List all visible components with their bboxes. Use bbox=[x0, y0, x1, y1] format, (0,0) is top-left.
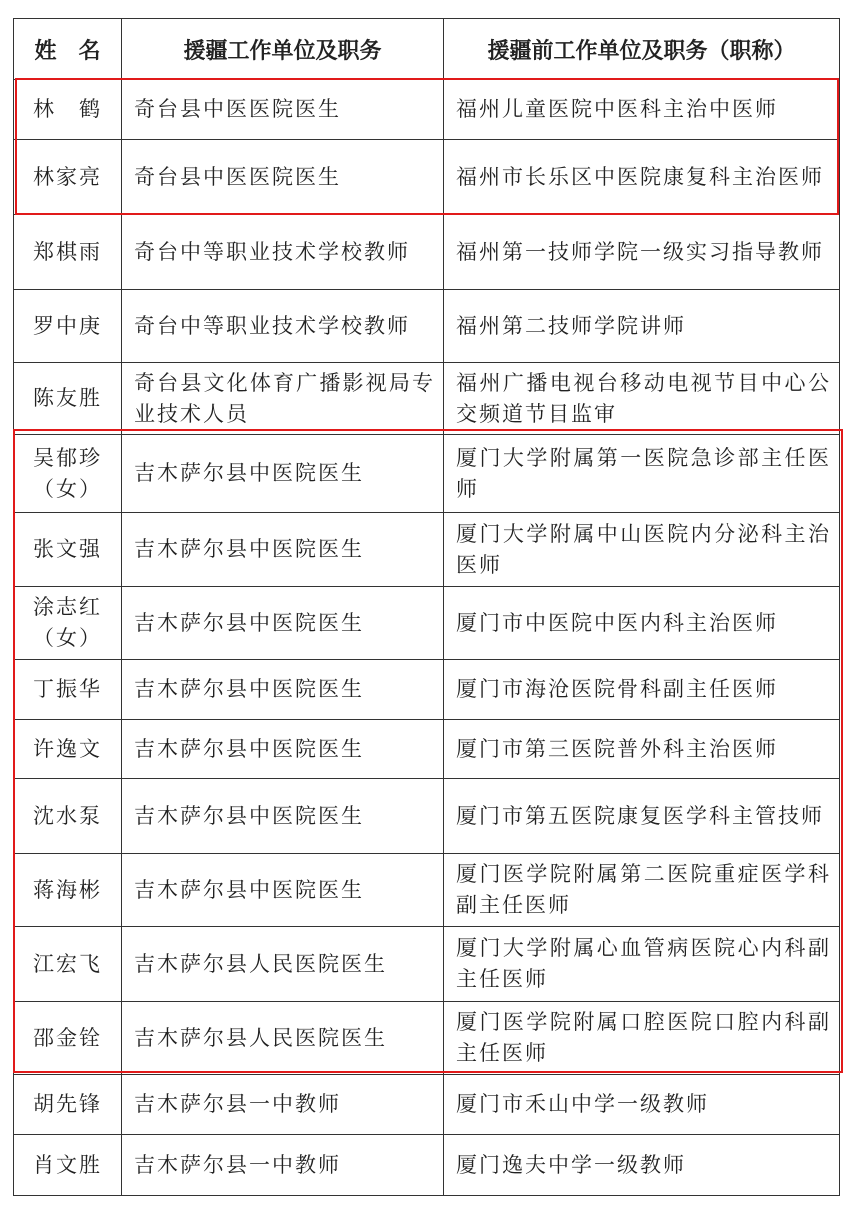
table-row bbox=[14, 363, 840, 435]
previous-post-cell: 福州第二技师学院讲师 bbox=[444, 290, 840, 363]
previous-post-cell: 厦门市海沧医院骨科副主任医师 bbox=[444, 660, 840, 720]
current-post-cell: 奇台县中医医院医生 bbox=[122, 140, 444, 215]
name-cell: 江宏飞 bbox=[14, 927, 122, 1002]
current-post-cell: 奇台中等职业技术学校教师 bbox=[122, 290, 444, 363]
table-row bbox=[14, 140, 840, 215]
current-post-cell: 奇台县文化体育广播影视局专业技术人员 bbox=[122, 363, 444, 435]
personnel-table bbox=[13, 18, 840, 1196]
previous-post-cell: 厦门市第五医院康复医学科主管技师 bbox=[444, 779, 840, 854]
current-post-cell: 吉木萨尔县中医院医生 bbox=[122, 779, 444, 854]
name-cell: 涂志红（女） bbox=[14, 587, 122, 660]
current-post-cell: 吉木萨尔县一中教师 bbox=[122, 1135, 444, 1196]
previous-post-cell: 厦门医学院附属第二医院重症医学科副主任医师 bbox=[444, 854, 840, 927]
table-row bbox=[14, 215, 840, 290]
name-cell: 吴郁珍（女） bbox=[14, 435, 122, 513]
name-cell: 沈水泵 bbox=[14, 779, 122, 854]
table-row bbox=[14, 1075, 840, 1135]
table-row bbox=[14, 587, 840, 660]
current-post-cell: 吉木萨尔县中医院医生 bbox=[122, 720, 444, 779]
table-row bbox=[14, 435, 840, 513]
current-post-cell: 吉木萨尔县中医院医生 bbox=[122, 660, 444, 720]
table-row bbox=[14, 1135, 840, 1196]
previous-post-cell: 厦门大学附属第一医院急诊部主任医师 bbox=[444, 435, 840, 513]
table-row bbox=[14, 513, 840, 587]
current-post-cell: 吉木萨尔县人民医院医生 bbox=[122, 927, 444, 1002]
table-row bbox=[14, 1002, 840, 1075]
current-post-cell: 吉木萨尔县中医院医生 bbox=[122, 513, 444, 587]
header-name: 姓 名 bbox=[14, 19, 122, 80]
name-cell: 肖文胜 bbox=[14, 1135, 122, 1196]
name-cell: 许逸文 bbox=[14, 720, 122, 779]
header-current-post: 援疆工作单位及职务 bbox=[122, 19, 444, 80]
name-cell: 林家亮 bbox=[14, 140, 122, 215]
table-row bbox=[14, 854, 840, 927]
previous-post-cell: 福州广播电视台移动电视节目中心公交频道节目监审 bbox=[444, 363, 840, 435]
previous-post-cell: 厦门大学附属中山医院内分泌科主治医师 bbox=[444, 513, 840, 587]
table-row bbox=[14, 720, 840, 779]
current-post-cell: 奇台县中医医院医生 bbox=[122, 80, 444, 140]
previous-post-cell: 福州儿童医院中医科主治中医师 bbox=[444, 80, 840, 140]
previous-post-cell: 厦门市中医院中医内科主治医师 bbox=[444, 587, 840, 660]
current-post-cell: 吉木萨尔县人民医院医生 bbox=[122, 1002, 444, 1075]
current-post-cell: 吉木萨尔县中医院医生 bbox=[122, 854, 444, 927]
table-row bbox=[14, 80, 840, 140]
table-row bbox=[14, 779, 840, 854]
name-cell: 蒋海彬 bbox=[14, 854, 122, 927]
name-cell: 罗中庚 bbox=[14, 290, 122, 363]
table-row bbox=[14, 290, 840, 363]
previous-post-cell: 厦门大学附属心血管病医院心内科副主任医师 bbox=[444, 927, 840, 1002]
previous-post-cell: 厦门市禾山中学一级教师 bbox=[444, 1075, 840, 1135]
name-cell: 胡先锋 bbox=[14, 1075, 122, 1135]
name-cell: 张文强 bbox=[14, 513, 122, 587]
current-post-cell: 奇台中等职业技术学校教师 bbox=[122, 215, 444, 290]
name-cell: 邵金铨 bbox=[14, 1002, 122, 1075]
table-row bbox=[14, 927, 840, 1002]
name-cell: 陈友胜 bbox=[14, 363, 122, 435]
previous-post-cell: 厦门医学院附属口腔医院口腔内科副主任医师 bbox=[444, 1002, 840, 1075]
table-header-row bbox=[14, 19, 840, 80]
name-cell: 林 鹤 bbox=[14, 80, 122, 140]
table-row bbox=[14, 660, 840, 720]
header-previous-post: 援疆前工作单位及职务（职称） bbox=[444, 19, 840, 80]
previous-post-cell: 厦门逸夫中学一级教师 bbox=[444, 1135, 840, 1196]
name-cell: 郑棋雨 bbox=[14, 215, 122, 290]
current-post-cell: 吉木萨尔县一中教师 bbox=[122, 1075, 444, 1135]
previous-post-cell: 福州第一技师学院一级实习指导教师 bbox=[444, 215, 840, 290]
current-post-cell: 吉木萨尔县中医院医生 bbox=[122, 435, 444, 513]
current-post-cell: 吉木萨尔县中医院医生 bbox=[122, 587, 444, 660]
name-cell: 丁振华 bbox=[14, 660, 122, 720]
previous-post-cell: 福州市长乐区中医院康复科主治医师 bbox=[444, 140, 840, 215]
previous-post-cell: 厦门市第三医院普外科主治医师 bbox=[444, 720, 840, 779]
